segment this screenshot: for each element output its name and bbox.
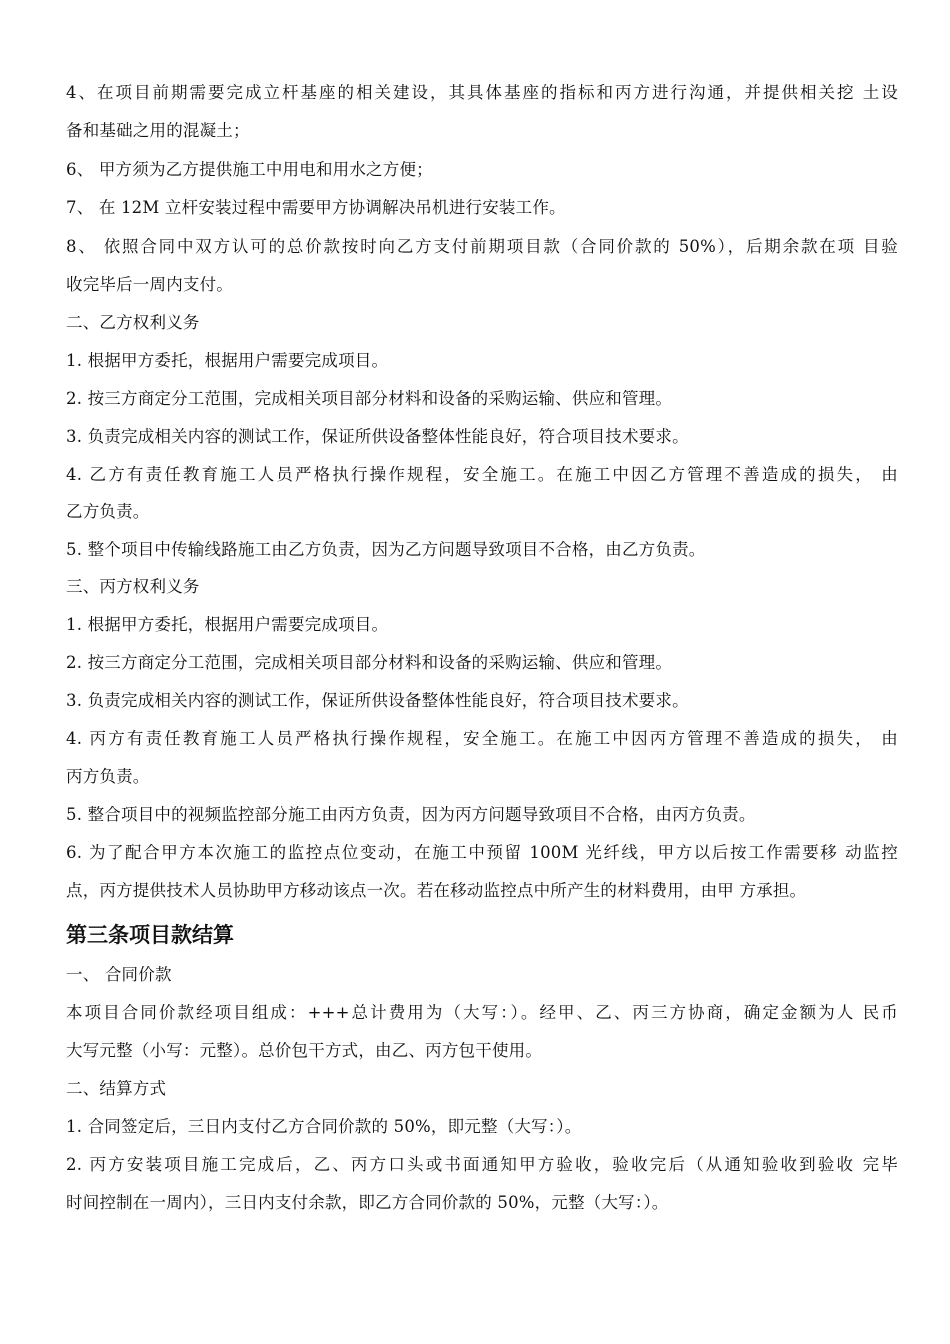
party-a-item-6: 6、 甲方须为乙方提供施工中用电和用水之方便；	[66, 160, 433, 179]
party-c-item-3: 3. 负责完成相关内容的测试工作，保证所供设备整体性能良好，符合项目技术要求。	[66, 691, 689, 710]
settlement-method-title: 二、结算方式	[66, 1079, 167, 1098]
party-c-item-5: 5. 整合项目中的视频监控部分施工由丙方负责，因为丙方问题导致项目不合格，由丙方负责。	[66, 805, 756, 824]
party-a-item-4-line-1: 4、在项目前期需要完成立杆基座的相关建设，其具体基座的指标和丙方进行沟通，并提供相关挖 土设	[66, 83, 898, 102]
contract-price-line-1: 本项目合同价款经项目组成：+++总计费用为（大写：）。经甲、乙、丙三方协商，确定金额为人 民币	[66, 1003, 898, 1022]
party-c-item-4-line-1: 4. 丙方有责任教育施工人员严格执行操作规程，安全施工。在施工中因丙方管理不善造成的损失， 由	[66, 729, 898, 748]
party-b-item-1: 1. 根据甲方委托，根据用户需要完成项目。	[66, 351, 389, 370]
party-b-item-3: 3. 负责完成相关内容的测试工作，保证所供设备整体性能良好，符合项目技术要求。	[66, 427, 689, 446]
party-c-item-1: 1. 根据甲方委托，根据用户需要完成项目。	[66, 615, 389, 634]
party-a-item-4-line-2: 备和基础之用的混凝土；	[66, 121, 250, 140]
party-a-item-8-line-1: 8、 依照合同中双方认可的总价款按时向乙方支付前期项目款（合同价款的 50%），后期余款在项 目验	[66, 237, 898, 256]
party-b-item-5: 5. 整个项目中传输线路施工由乙方负责，因为乙方问题导致项目不合格，由乙方负责。	[66, 540, 706, 559]
settlement-item-1: 1. 合同签定后，三日内支付乙方合同价款的 50%，即元整（大写：）。	[66, 1117, 582, 1136]
party-c-item-6-line-2: 点，丙方提供技术人员协助甲方移动该点一次。若在移动监控点中所产生的材料费用，由甲 方承担。	[66, 881, 807, 900]
party-c-section-title: 三、丙方权利义务	[66, 577, 200, 596]
party-c-item-4-line-2: 丙方负责。	[66, 767, 150, 786]
party-c-item-2: 2. 按三方商定分工范围，完成相关项目部分材料和设备的采购运输、供应和管理。	[66, 653, 673, 672]
party-b-item-2: 2. 按三方商定分工范围，完成相关项目部分材料和设备的采购运输、供应和管理。	[66, 389, 673, 408]
contract-price-line-2: 大写元整（小写：元整）。总价包干方式，由乙、丙方包干使用。	[66, 1041, 543, 1060]
settlement-item-2-line-2: 时间控制在一周内），三日内支付余款，即乙方合同价款的 50%，元整（大写：）。	[66, 1193, 669, 1212]
party-b-item-4-line-2: 乙方负责。	[66, 502, 150, 521]
party-b-item-4-line-1: 4. 乙方有责任教育施工人员严格执行操作规程，安全施工。在施工中因乙方管理不善造成的损失， 由	[66, 465, 898, 484]
settlement-item-2-line-1: 2. 丙方安装项目施工完成后，乙、丙方口头或书面通知甲方验收，验收完后（从通知验收到验收 完毕	[66, 1155, 898, 1174]
party-a-item-7: 7、 在 12M 立杆安装过程中需要甲方协调解决吊机进行安装工作。	[66, 198, 566, 217]
contract-price-title: 一、 合同价款	[66, 965, 172, 984]
party-b-section-title: 二、乙方权利义务	[66, 313, 200, 332]
party-c-item-6-line-1: 6. 为了配合甲方本次施工的监控点位变动，在施工中预留 100M 光纤线，甲方以后按工作需要移 动监控	[66, 843, 898, 862]
article-3-heading: 第三条项目款结算	[66, 923, 234, 947]
party-a-item-8-line-2: 收完毕后一周内支付。	[66, 275, 233, 294]
